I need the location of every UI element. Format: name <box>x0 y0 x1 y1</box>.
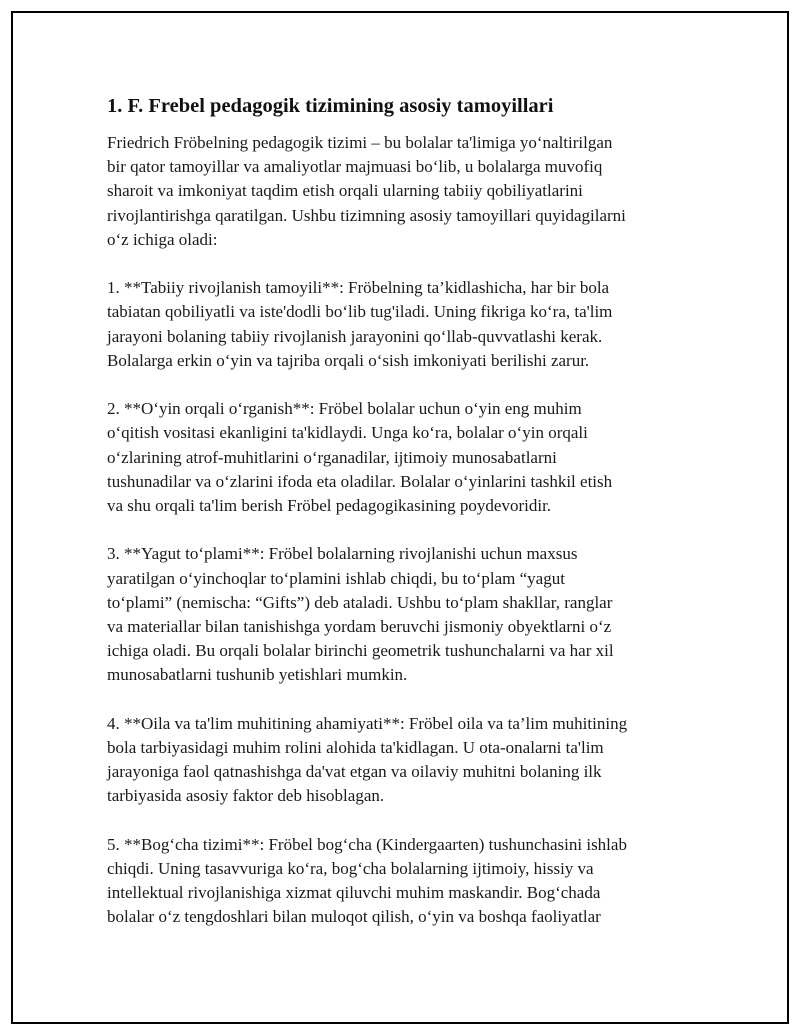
text-line: 3. **Yagut to‘plami**: Fröbel bolalarning rivojlanishi uchun maxsus <box>107 544 578 564</box>
text-line: munosabatlarni tushunib yetishlari mumkin. <box>107 665 408 685</box>
text-line: 1. **Tabiiy rivojlanish tamoyili**: Fröbelning ta’kidlashicha, har bir bola <box>107 278 610 298</box>
text-line: bir qator tamoyillar va amaliyotlar majmuasi bo‘lib, u bolalarga muvofiq <box>107 157 603 177</box>
text-line: yaratilgan o‘yinchoqlar to‘plamini ishlab chiqdi, bu to‘plam “yagut <box>107 568 565 588</box>
paragraph <box>107 276 682 373</box>
text-line: va shu orqali ta'lim berish Fröbel pedagogikasining poydevoridir. <box>107 496 552 516</box>
text-line: intellektual rivojlanishiga xizmat qiluvchi muhim maskandir. Bog‘chada <box>107 883 601 903</box>
paragraph <box>107 397 682 518</box>
text-line: rivojlantirishga qaratilgan. Ushbu tizimning asosiy tamoyillari quyidagilarni <box>107 205 626 225</box>
text-line: to‘plami” (nemischa: “Gifts”) deb ataladi. Ushbu to‘plam shakllar, ranglar <box>107 592 613 612</box>
paragraph-list <box>107 131 682 930</box>
text-line: o‘z ichiga oladi: <box>107 229 218 249</box>
text-line: Bolalarga erkin o‘yin va tajriba orqali o‘sish imkoniyati berilishi zarur. <box>107 350 590 370</box>
paragraph <box>107 833 682 930</box>
text-line: chiqdi. Uning tasavvuriga ko‘ra, bog‘cha bolalarning ijtimoiy, hissiy va <box>107 859 594 879</box>
text-line: ichiga oladi. Bu orqali bolalar birinchi geometrik tushunchalarni va har xil <box>107 641 614 661</box>
document-body <box>107 92 682 954</box>
text-line: tushunadilar va o‘zlarini ifoda eta oladilar. Bolalar o‘yinlarini tashkil etish <box>107 471 613 491</box>
paragraph <box>107 712 682 809</box>
text-line: 2. **O‘yin orqali o‘rganish**: Fröbel bolalar uchun o‘yin eng muhim <box>107 399 582 419</box>
text-line: sharoit va imkoniyat taqdim etish orqali ularning tabiiy qobiliyatlarini <box>107 181 583 201</box>
text-line: 5. **Bog‘cha tizimi**: Fröbel bog‘cha (Kindergaarten) tushunchasini ishlab <box>107 834 627 854</box>
text-line: tabiatan qobiliyatli va iste'dodli bo‘lib tug'iladi. Uning fikriga ko‘ra, ta'lim <box>107 302 613 322</box>
text-line: va materiallar bilan tanishishga yordam beruvchi jismoniy obyektlarni o‘z <box>107 617 612 637</box>
text-line: bola tarbiyasidagi muhim rolini alohida ta'kidlagan. U ota-onalarni ta'lim <box>107 738 604 758</box>
text-line: jarayoniga faol qatnashishga da'vat etgan va oilaviy muhitni bolaning ilk <box>107 762 602 782</box>
text-line: 4. **Oila va ta'lim muhitining ahamiyati**: Fröbel oila va ta’lim muhitining <box>107 713 628 733</box>
document-title: 1. F. Frebel pedagogik tizimining asosiy tamoyillari <box>107 95 554 117</box>
text-line: bolalar o‘z tengdoshlari bilan muloqot qilish, o‘yin va boshqa faoliyatlar <box>107 907 601 927</box>
text-line: Friedrich Fröbelning pedagogik tizimi – bu bolalar ta'limiga yo‘naltirilgan <box>107 133 613 152</box>
text-line: tarbiyasida asosiy faktor deb hisoblagan. <box>107 786 385 806</box>
text-line: o‘zlarining atrof-muhitlarini o‘rganadilar, ijtimoiy munosabatlarni <box>107 447 557 467</box>
paragraph <box>107 542 682 687</box>
paragraph <box>107 131 682 252</box>
text-line: jarayoni bolaning tabiiy rivojlanish jarayonini qo‘llab-quvvatlashi kerak. <box>107 326 603 346</box>
text-line: o‘qitish vositasi ekanligini ta'kidlaydi. Unga ko‘ra, bolalar o‘yin orqali <box>107 423 588 443</box>
